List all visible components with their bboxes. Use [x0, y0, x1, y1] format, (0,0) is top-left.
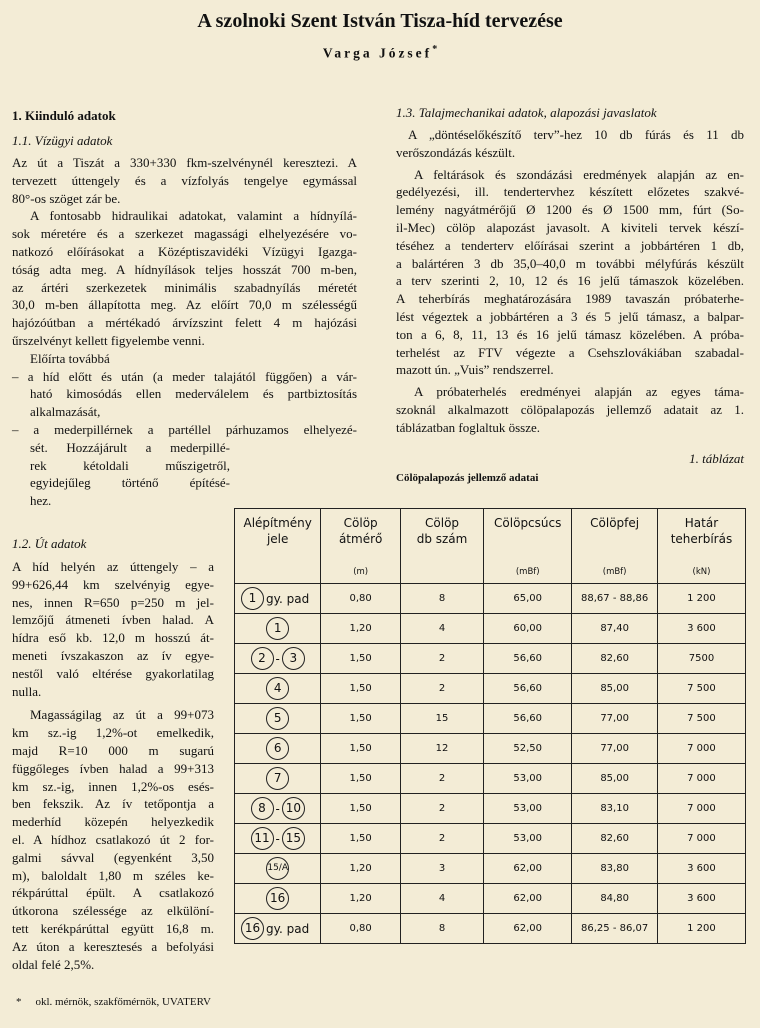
cell-d: 1,50 — [321, 824, 401, 854]
support-mark-cell — [235, 794, 321, 824]
support-mark-cell — [235, 644, 321, 674]
header-line: Alépítmény — [243, 516, 312, 530]
text-line: mazott ún. „Vuis” rendszerrel. — [396, 362, 554, 378]
cell-cap: 7500 — [657, 644, 745, 674]
cell-tip: 53,00 — [484, 794, 572, 824]
support-number-circle: 4 — [266, 677, 289, 700]
header-line: db szám — [416, 532, 468, 546]
section-1-1-text — [12, 154, 357, 510]
text-line: Az út a Tiszát a 330+330 fkm-szelvénynél keresztezi. A — [12, 155, 357, 170]
cell-tip: 62,00 — [484, 914, 572, 944]
table-row — [235, 614, 746, 644]
text-line: natkozó előírásokat a Középtiszavidéki Vízügyi Igazga- — [12, 243, 357, 259]
cell-n: 15 — [400, 704, 483, 734]
text-line: mederhíd közepén helyezkedik — [12, 814, 214, 830]
paragraph-soil-1 — [396, 126, 744, 162]
cell-tip: 62,00 — [484, 884, 572, 914]
header-line: Cölöp — [425, 516, 460, 530]
paragraph-soil-2 — [396, 166, 744, 380]
text-line: a terv szerinti 2, 10, 12 és 16 jelű támaszok közelében. — [396, 273, 744, 289]
table-row — [235, 764, 746, 794]
cell-d: 1,50 — [321, 704, 401, 734]
text-line: el. A hídhoz csatlakozó út 2 for- — [12, 831, 214, 847]
text-line: lemény nagyátmérőjű Ø 1200 és Ø 1500 mm, fúrt (So- — [396, 202, 744, 218]
table-row — [235, 794, 746, 824]
text-line: – a mederpillérnek a partéllel párhuzamos elhelyezé- — [12, 421, 357, 437]
cell-head: 82,60 — [572, 644, 658, 674]
paragraph-soil-3 — [396, 383, 744, 436]
table-row — [235, 854, 746, 884]
section-1-2-text — [12, 558, 214, 973]
cell-tip: 62,00 — [484, 854, 572, 884]
support-mark-cell — [235, 824, 321, 854]
column-header — [400, 509, 483, 584]
text-line: a balártéren 3 db 35,0–40,0 m további mélyfúrás készült — [396, 255, 744, 271]
column-header — [572, 509, 658, 584]
header-unit: (mBf) — [602, 567, 627, 577]
text-line: ben fekszik. Az ív tetőpontja a — [12, 796, 214, 812]
text-line: téséhez a tenderterv előírásai szerint a jobbártéren 1 db, — [396, 237, 744, 253]
cell-cap: 7 500 — [657, 704, 745, 734]
cell-head: 82,60 — [572, 824, 658, 854]
cell-n: 2 — [400, 764, 483, 794]
column-header — [321, 509, 401, 584]
cell-head: 77,00 — [572, 704, 658, 734]
cell-d: 1,50 — [321, 644, 401, 674]
author: Varga József* — [322, 44, 438, 61]
paragraph-1 — [12, 154, 357, 207]
header-line: átmérő — [338, 532, 383, 546]
text-line: útkorona szélessége az elkülöní- — [12, 903, 214, 919]
cell-cap: 3 600 — [657, 884, 745, 914]
support-number-circle: 16 — [266, 887, 289, 910]
text-line: tervezett úttengely és a vízfolyás tengelye egymással — [12, 172, 357, 188]
cell-head: 84,80 — [572, 884, 658, 914]
text-line: verőszondázás készült. — [396, 144, 516, 160]
cell-n: 8 — [400, 584, 483, 614]
support-mark-cell — [235, 584, 321, 614]
cell-cap: 3 600 — [657, 854, 745, 884]
text-line: A fontosabb hidraulikai adatokat, valamint a hídnyílá- — [30, 208, 357, 224]
text-line: A feltárások és szondázási eredmények alapján az en- — [414, 166, 744, 182]
text-line: Magasságilag az út a 99+073 — [30, 707, 214, 723]
support-mark-cell — [235, 764, 321, 794]
cell-n: 4 — [400, 614, 483, 644]
table-row — [235, 914, 746, 944]
cell-tip: 53,00 — [484, 824, 572, 854]
cell-cap: 1 200 — [657, 584, 745, 614]
cell-cap: 7 000 — [657, 734, 745, 764]
cell-head: 83,80 — [572, 854, 658, 884]
table-row — [235, 584, 746, 614]
column-header — [235, 509, 321, 584]
page-title: A szolnoki Szent István Tisza-híd tervezése — [197, 10, 563, 32]
support-mark-cell — [235, 674, 321, 704]
text-line: szoknál alkalmazott cölöpalapozás jellemző adatait az 1. — [396, 401, 744, 417]
cell-tip: 56,60 — [484, 674, 572, 704]
support-number-circle: 2 — [251, 647, 274, 670]
text-line: majd R=10 000 m sugarú — [12, 742, 214, 758]
cell-n: 2 — [400, 794, 483, 824]
text-line: km sz.-ig, innen 1,2%-os esés- — [12, 778, 214, 794]
table-row — [235, 824, 746, 854]
subsection-heading-1-3: 1.3. Talajmechanikai adatok, alapozási javaslatok — [396, 105, 657, 120]
header-line: jele — [266, 532, 289, 546]
cell-d: 0,80 — [321, 914, 401, 944]
support-mark-cell — [235, 614, 321, 644]
text-line: lemzőjű átmeneti ívben halad. A — [12, 612, 214, 628]
text-line: nes, innen R=650 p=250 m jel- — [12, 594, 214, 610]
header-line: Határ — [684, 516, 719, 530]
text-line: m), baloldalt 1,80 m széles ke- — [12, 867, 214, 883]
cell-cap: 7 000 — [657, 824, 745, 854]
cell-head: 85,00 — [572, 674, 658, 704]
header-line: Cölöpfej — [590, 516, 640, 530]
cell-cap: 7 000 — [657, 794, 745, 824]
cell-cap: 7 000 — [657, 764, 745, 794]
range-dash: - — [275, 831, 280, 846]
support-number-circle: 1 — [266, 617, 289, 640]
text-line: oldal felé 2,5%. — [12, 956, 95, 972]
table-row — [235, 704, 746, 734]
cell-n: 2 — [400, 824, 483, 854]
support-suffix: gy. pad — [266, 921, 310, 936]
cell-tip: 56,60 — [484, 644, 572, 674]
cell-head: 83,10 — [572, 794, 658, 824]
range-dash: - — [275, 651, 280, 666]
text-line: 99+626,44 km szelvényig egye- — [12, 576, 214, 592]
text-line: nulla. — [12, 683, 42, 699]
support-number-circle: 8 — [251, 797, 274, 820]
table-header-row — [235, 509, 746, 584]
text-line: hídra eső kb. 12,0 m hosszú át- — [12, 630, 214, 646]
column-header — [657, 509, 745, 584]
support-number-circle: 3 — [282, 647, 305, 670]
text-line: függőleges ívben halad a 99+313 — [12, 760, 214, 776]
cell-d: 1,50 — [321, 794, 401, 824]
support-number-circle: 5 — [266, 707, 289, 730]
text-line: az ártéri szerkezetek minimális szabadnyílás méretét — [12, 279, 357, 295]
column-header — [484, 509, 572, 584]
header-line: teherbírás — [670, 532, 733, 546]
support-number-circle: 1 — [241, 587, 264, 610]
text-line: hez. — [30, 493, 52, 509]
paragraph-3: Előírta továbbá — [30, 350, 110, 366]
support-number-circle: 15/A — [266, 857, 289, 880]
table-row — [235, 734, 746, 764]
cell-n: 2 — [400, 674, 483, 704]
text-line: ható kimosódás ellen mederválelem és partbiztosítás — [30, 386, 357, 402]
support-number-circle: 16 — [241, 917, 264, 940]
text-line: 30,0 m-ben állapította meg. Az előírt 70,0 m szélességű — [12, 297, 357, 313]
text-line: ton a 6, 8, 11, 13 és 16 jelű támasz közelében. A próba- — [396, 326, 744, 342]
support-mark-cell — [235, 734, 321, 764]
paragraph-2 — [12, 207, 357, 349]
paragraph-road-1 — [12, 558, 214, 700]
support-mark-cell — [235, 704, 321, 734]
cell-n: 3 — [400, 854, 483, 884]
text-line: tett kerékpárúttal együtt 16,8 m. — [12, 920, 214, 936]
text-line: A „döntéselőkészítő terv”-hez 10 db fúrás és 11 db — [408, 127, 744, 142]
cell-tip: 65,00 — [484, 584, 572, 614]
cell-cap: 7 500 — [657, 674, 745, 704]
text-line: rek kétoldali műszigetről, — [30, 457, 230, 473]
text-line: űrszelvényt kellett figyelembe venni. — [12, 332, 205, 348]
text-line: táblázatban foglaltuk össze. — [396, 419, 541, 435]
cell-cap: 3 600 — [657, 614, 745, 644]
text-line: 80°-os szöget zár be. — [12, 190, 121, 206]
section-1-3-text — [396, 126, 744, 437]
cell-tip: 56,60 — [484, 704, 572, 734]
cell-d: 0,80 — [321, 584, 401, 614]
text-line: sét. Hozzájárult a mederpillé- — [30, 439, 230, 455]
text-line: rékpárúttal épült. A csatlakozó — [12, 885, 214, 901]
table-row — [235, 884, 746, 914]
text-line: hajózóútban a mértékadó árvízszint felett 4 m hajózási — [12, 315, 357, 331]
text-line: A teherbírás meghatározására 1989 tavaszán próbaterhe- — [396, 291, 744, 307]
bullet-item-2 — [12, 421, 357, 510]
text-line: nestől való eltérése gyakorlatilag — [12, 665, 214, 681]
cell-head: 77,00 — [572, 734, 658, 764]
support-number-circle: 10 — [282, 797, 305, 820]
pile-data-table — [234, 508, 746, 944]
cell-d: 1,20 — [321, 614, 401, 644]
text-line: A híd helyén az úttengely – a — [12, 559, 214, 574]
text-line: meneti ívszakaszon az ív egye- — [12, 647, 214, 663]
footnote: * okl. mérnök, szakfőmérnök, UVATERV — [16, 996, 212, 1008]
cell-d: 1,20 — [321, 884, 401, 914]
cell-head: 85,00 — [572, 764, 658, 794]
cell-n: 8 — [400, 914, 483, 944]
header-line: Cölöp — [343, 516, 378, 530]
text-line: A próbaterhelés eredményei alapján az egyes táma- — [414, 384, 744, 400]
subsection-heading-1-1: 1.1. Vízügyi adatok — [12, 133, 113, 148]
text-line: terhelést az FTV végezte a Csehszlovákiában szabadal- — [396, 344, 744, 360]
cell-d: 1,20 — [321, 854, 401, 884]
table-row — [235, 674, 746, 704]
cell-tip: 60,00 — [484, 614, 572, 644]
cell-tip: 52,50 — [484, 734, 572, 764]
support-number-circle: 15 — [282, 827, 305, 850]
range-dash: - — [275, 801, 280, 816]
text-line: km sz.-ig 1,2%-ot emelkedik, — [12, 725, 214, 741]
text-line: – a híd előtt és után (a meder talajától függően) a vár- — [12, 368, 357, 384]
text-line: sok méretére és a szerkezet magassági elhelyezésére vo- — [12, 226, 357, 242]
support-mark-cell — [235, 854, 321, 884]
text-line: il-Mec) cölöp alapozást javasolt. A kiviteli tervek készí- — [396, 219, 744, 235]
cell-head: 86,25 - 86,07 — [572, 914, 658, 944]
support-number-circle: 11 — [251, 827, 274, 850]
support-number-circle: 6 — [266, 737, 289, 760]
cell-tip: 53,00 — [484, 764, 572, 794]
text-line: Az úton a keresztesés a befolyási — [12, 938, 214, 954]
section-heading-1: 1. Kiinduló adatok — [12, 108, 116, 123]
bullet-item-1 — [12, 368, 357, 421]
cell-head: 87,40 — [572, 614, 658, 644]
cell-n: 4 — [400, 884, 483, 914]
text-line: lést végeztek a jobbártéren a 3 és 5 jelű támasz, a balpar- — [396, 308, 744, 324]
table-caption: 1. táblázat — [689, 451, 744, 466]
support-number-circle: 7 — [266, 767, 289, 790]
paragraph-road-2 — [12, 706, 214, 973]
table-row — [235, 644, 746, 674]
header-unit: (kN) — [692, 567, 711, 577]
header-unit: (m) — [353, 567, 369, 577]
cell-cap: 1 200 — [657, 914, 745, 944]
cell-d: 1,50 — [321, 764, 401, 794]
support-suffix: gy. pad — [266, 591, 310, 606]
cell-n: 12 — [400, 734, 483, 764]
support-mark-cell — [235, 884, 321, 914]
cell-head: 88,67 - 88,86 — [572, 584, 658, 614]
cell-n: 2 — [400, 644, 483, 674]
text-line: gedélyezési, ill. tendertervhez készített előzetes szakvé- — [396, 184, 744, 200]
support-mark-cell — [235, 914, 321, 944]
text-line: alkalmazását, — [30, 404, 101, 420]
header-line: Cölöpcsúcs — [494, 516, 562, 530]
header-unit: (mBf) — [515, 567, 540, 577]
cell-d: 1,50 — [321, 674, 401, 704]
table-subtitle: Cölöpalapozás jellemző adatai — [396, 472, 539, 484]
cell-d: 1,50 — [321, 734, 401, 764]
subsection-heading-1-2: 1.2. Út adatok — [12, 536, 87, 551]
text-line: galmi sávval (egyenként 3,50 — [12, 849, 214, 865]
text-line: tóság adta meg. A hídnyílások teljes hosszát 700 m-ben, — [12, 261, 357, 277]
text-line: egyidejűleg történő építésé- — [30, 475, 230, 491]
